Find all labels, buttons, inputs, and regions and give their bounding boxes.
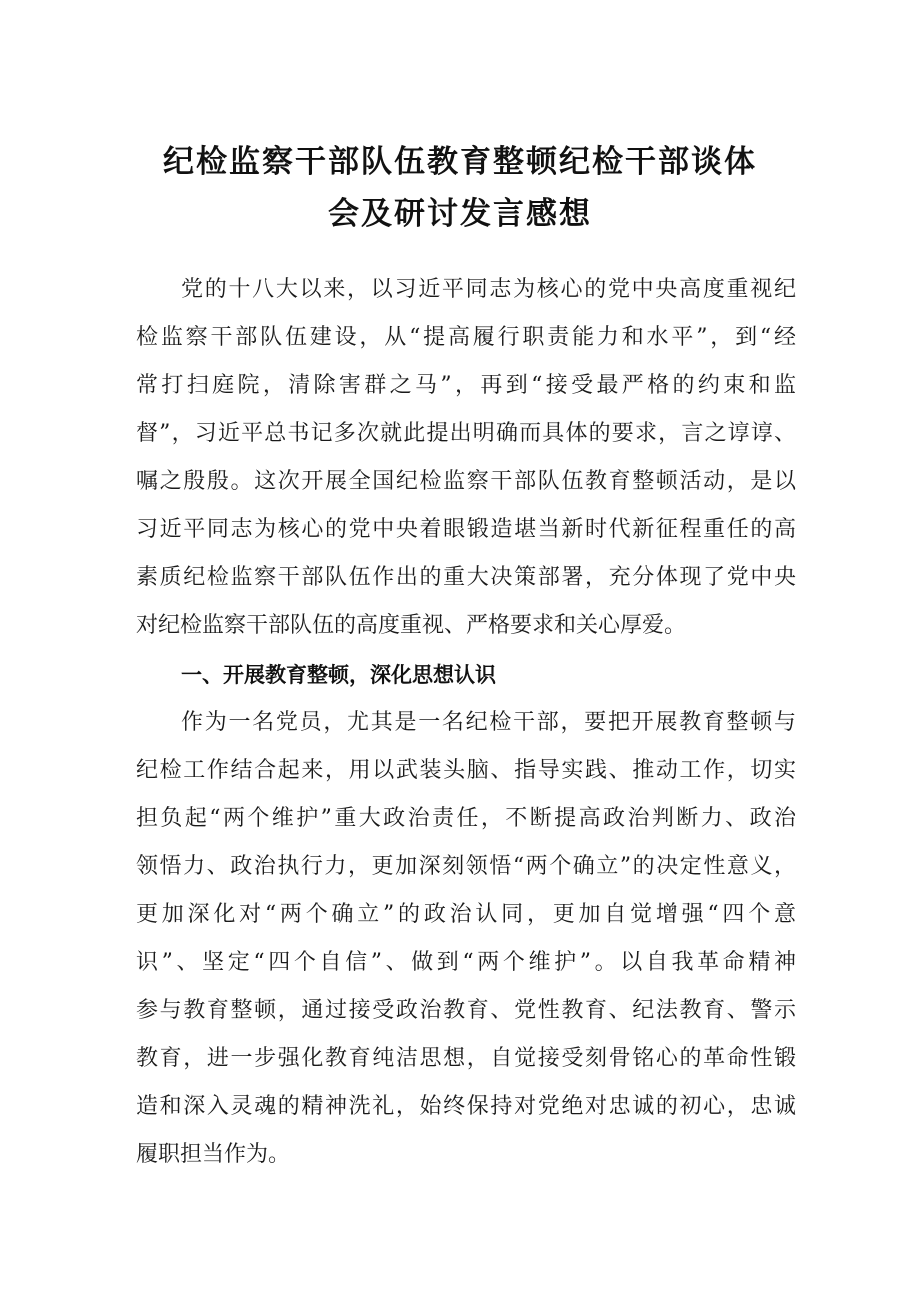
document-title-line-2: 会及研讨发言感想 <box>328 196 592 232</box>
paragraph-line: 纪检工作结合起来，用以武装头脑、指导实践、推动工作，切实 <box>136 758 796 783</box>
paragraph-line: 更加深化对“两个确立”的政治认同，更加自觉增强“四个意 <box>136 902 796 927</box>
paragraph-line: 党的十八大以来，以习近平同志为核心的党中央高度重视纪 <box>181 277 796 302</box>
paragraph-line: 常打扫庭院，清除害群之马”，再到“接受最严格的约束和监 <box>136 373 796 398</box>
paragraph-line: 履职担当作为。 <box>136 1142 291 1167</box>
paragraph-line: 素质纪检监察干部队伍作出的重大决策部署，充分体现了党中央 <box>136 565 796 590</box>
paragraph-line: 领悟力、政治执行力，更加深刻领悟“两个确立”的决定性意义， <box>136 854 796 879</box>
paragraph-line: 检监察干部队伍建设，从“提高履行职责能力和水平”，到“经 <box>136 325 796 350</box>
paragraph-line: 嘱之殷殷。这次开展全国纪检监察干部队伍教育整顿活动，是以 <box>136 469 796 494</box>
document-title-line-1: 纪检监察干部队伍教育整顿纪检干部谈体 <box>163 144 757 180</box>
paragraph-line: 参与教育整顿，通过接受政治教育、党性教育、纪法教育、警示 <box>136 998 796 1023</box>
paragraph-line: 教育，进一步强化教育纯洁思想，自觉接受刻骨铭心的革命性锻 <box>136 1046 796 1071</box>
paragraph-line: 作为一名党员，尤其是一名纪检干部，要把开展教育整顿与 <box>181 710 796 735</box>
paragraph-line: 对纪检监察干部队伍的高度重视、严格要求和关心厚爱。 <box>136 613 687 638</box>
paragraph-line: 习近平同志为核心的党中央着眼锻造堪当新时代新征程重任的高 <box>136 517 796 542</box>
paragraph-line: 担负起“两个维护”重大政治责任，不断提高政治判断力、政治 <box>136 806 796 831</box>
paragraph-line: 督”，习近平总书记多次就此提出明确而具体的要求，言之谆谆、 <box>136 421 796 446</box>
paragraph-line: 造和深入灵魂的精神洗礼，始终保持对党绝对忠诚的初心，忠诚 <box>136 1094 796 1119</box>
paragraph-line: 识”、坚定“四个自信”、做到“两个维护”。以自我革命精神 <box>136 950 796 975</box>
section-heading: 一、开展教育整顿，深化思想认识 <box>181 663 496 687</box>
